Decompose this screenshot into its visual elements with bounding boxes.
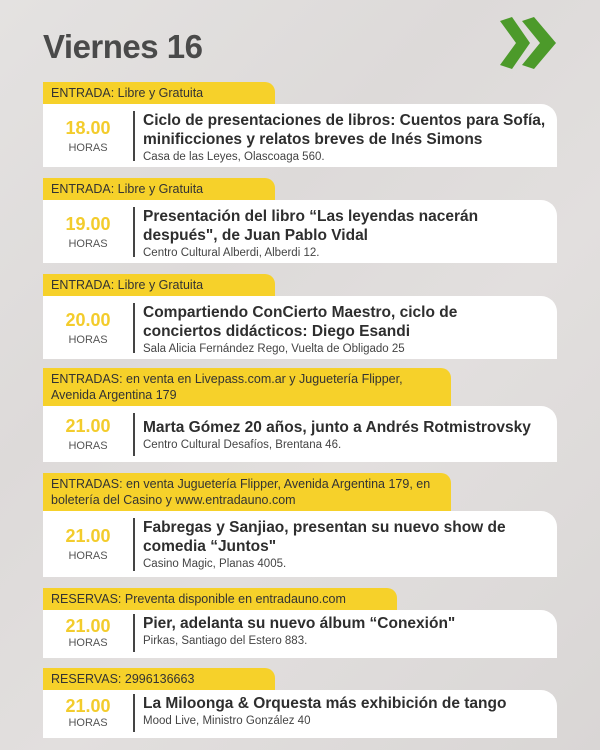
- time-label: HORAS: [68, 637, 108, 649]
- event-time: [43, 207, 133, 257]
- divider: [133, 413, 135, 456]
- event-item: [43, 668, 557, 738]
- event-time: [43, 694, 133, 732]
- entry-banner: ENTRADA: Libre y Gratuita: [43, 178, 275, 200]
- entry-banner: RESERVAS: 2996136663: [43, 668, 275, 690]
- entry-banner: RESERVAS: Preventa disponible en entradauno.com: [43, 588, 397, 610]
- event-venue: Mood Live, Ministro González 40: [143, 715, 311, 727]
- double-chevron-right-icon[interactable]: [498, 17, 558, 69]
- time-label: HORAS: [68, 141, 108, 154]
- entry-banner: ENTRADA: Libre y Gratuita: [43, 82, 275, 104]
- event-name: La Miloonga & Orquesta más exhibición de tango: [143, 695, 507, 712]
- event-card: [43, 406, 557, 462]
- event-item: [43, 82, 557, 167]
- time-value: 21.00: [65, 416, 111, 436]
- time-label: HORAS: [68, 440, 108, 452]
- event-time: [43, 303, 133, 353]
- divider: [133, 694, 135, 732]
- time-label: HORAS: [68, 237, 108, 250]
- event-item: [43, 368, 557, 462]
- event-time: [43, 111, 133, 161]
- divider: [133, 207, 135, 257]
- time-value: 20.00: [65, 309, 111, 330]
- entry-banner: ENTRADAS: en venta en Livepass.com.ar y Juguetería Flipper, Avenida Argentina 179: [43, 368, 451, 406]
- event-venue: Centro Cultural Alberdi, Alberdi 12.: [143, 247, 320, 259]
- event-card: [43, 200, 557, 263]
- event-time: [43, 413, 133, 456]
- event-venue: Casa de las Leyes, Olascoaga 560.: [143, 151, 325, 163]
- time-value: 21.00: [65, 526, 111, 546]
- time-value: 19.00: [65, 213, 111, 234]
- event-name: Presentación del libro “Las leyendas nacerán después", de Juan Pablo Vidal: [143, 208, 479, 244]
- event-item: [43, 473, 557, 577]
- event-card: [43, 511, 557, 577]
- event-venue: Pirkas, Santiago del Estero 883.: [143, 635, 308, 647]
- divider: [133, 303, 135, 353]
- event-time: [43, 614, 133, 652]
- event-name: Ciclo de presentaciones de libros: Cuentos para Sofía, minificciones y relatos breves de Inés Simons: [143, 112, 546, 148]
- event-item: [43, 274, 557, 359]
- event-venue: Centro Cultural Desafíos, Brentana 46.: [143, 439, 342, 451]
- event-venue: Casino Magic, Planas 4005.: [143, 558, 287, 570]
- event-venue: Sala Alicia Fernández Rego, Vuelta de Obligado 25: [143, 343, 405, 355]
- divider: [133, 111, 135, 161]
- time-label: HORAS: [68, 550, 108, 562]
- time-value: 18.00: [65, 117, 111, 138]
- divider: [133, 614, 135, 652]
- entry-banner: ENTRADA: Libre y Gratuita: [43, 274, 275, 296]
- event-card: [43, 690, 557, 738]
- event-name: Pier, adelanta su nuevo álbum “Conexión": [143, 615, 456, 632]
- event-card: [43, 610, 557, 658]
- time-value: 21.00: [65, 696, 111, 716]
- time-value: 21.00: [65, 616, 111, 636]
- event-name: Fabregas y Sanjiao, presentan su nuevo show de comedia “Juntos": [143, 519, 506, 555]
- page-title: Viernes 16: [43, 28, 203, 65]
- entry-banner: ENTRADAS: en venta Juguetería Flipper, Avenida Argentina 179, en boletería del Casino y www.entradauno.com: [43, 473, 451, 511]
- event-name: Compartiendo ConCierto Maestro, ciclo de conciertos didácticos: Diego Esandi: [143, 304, 458, 340]
- event-time: [43, 518, 133, 571]
- time-label: HORAS: [68, 333, 108, 346]
- event-name: Marta Gómez 20 años, junto a Andrés Rotmistrovsky: [143, 419, 531, 436]
- event-card: [43, 296, 557, 359]
- event-item: [43, 178, 557, 263]
- event-card: [43, 104, 557, 167]
- time-label: HORAS: [68, 717, 108, 729]
- event-item: [43, 588, 557, 658]
- divider: [133, 518, 135, 571]
